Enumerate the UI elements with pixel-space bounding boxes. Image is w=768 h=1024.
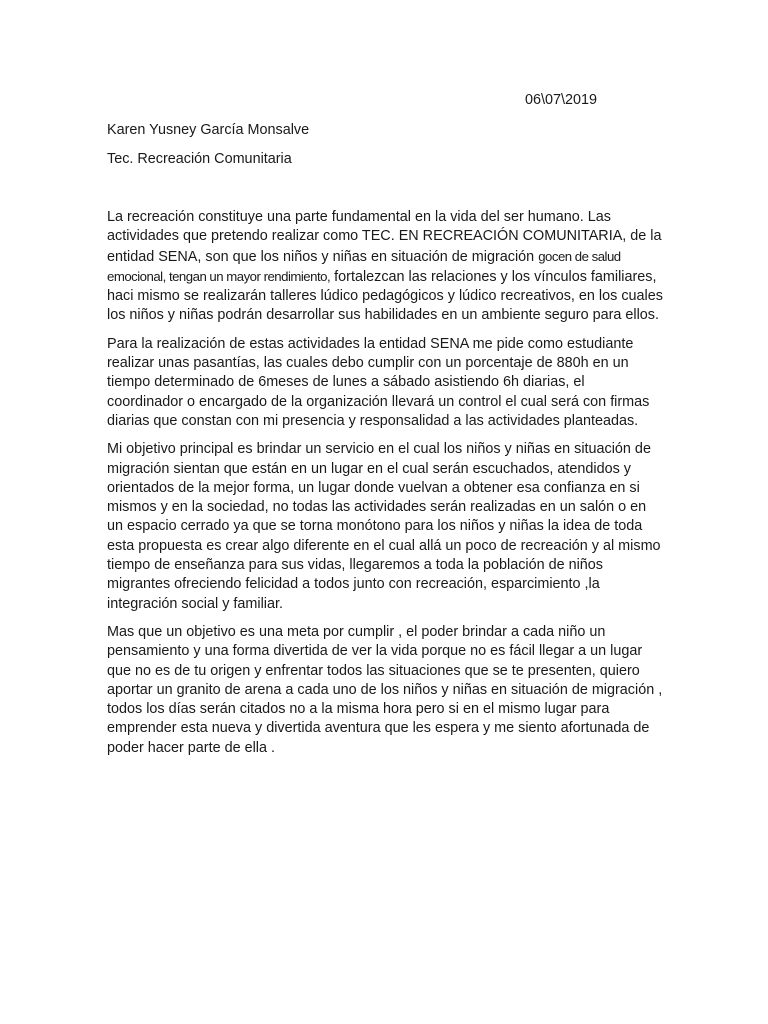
- paragraph-4: Mas que un objetivo es una meta por cumplir , el poder brindar a cada niño un pensamiento y una forma divertida de ver la vida porque no es fácil llegar a un lugar que no es de tu origen y enfrentar todos las situaciones que se te presenten, quiero aportar un granito de arena a cada uno de los niños y niñas en situación de migración , todos los días serán citados no a la misma hora pero si en el mismo lugar para emprender esta nueva y divertida aventura que les espera y me siento afortunada de poder hacer parte de ella .: [107, 623, 663, 756]
- letter-body: [107, 208, 664, 767]
- paragraph-1-part-b: gocen de salud emocional, tengan un mayor rendimiento,: [107, 248, 621, 284]
- paragraph-2: Para la realización de estas actividades la entidad SENA me pide como estudiante realizar unas pasantías, las cuales debo cumplir con un porcentaje de 880h en un tiempo determinado de 6meses de lunes a sábado asistiendo 6h diarias, el coordinador o encargado de la organización llevará un control el cual será con firmas diarias que constan con mi presencia y responsalidad a las actividades planteadas.: [107, 335, 650, 429]
- paragraph-1: [107, 208, 664, 326]
- letter-date: 06\07\2019: [525, 92, 598, 108]
- paragraph-1-part-a: La recreación constituye una parte fundamental en la vida del ser humano. Las actividades que pretendo realizar como TEC. EN RECREACIÓN COMUNITARIA, de la entidad SENA, son que los niños y niñas en situación de migración: [107, 209, 662, 265]
- program-title: Tec. Recreación Comunitaria: [107, 151, 292, 167]
- paragraph-1-part-c: fortalezcan las relaciones y los vínculos familiares, haci mismo se realizarán talleres lúdico pedagógicos y lúdico recreativos, en los cuales los niños y niñas podrán desarrollar sus habilidades en un ambiente seguro para ellos.: [107, 268, 663, 324]
- author-name: Karen Yusney García Monsalve: [107, 122, 310, 138]
- paragraph-3: Mi objetivo principal es brindar un servicio en el cual los niños y niñas en situación de migración sientan que están en un lugar en el cual serán escuchados, atendidos y orientados de la mejor forma, un lugar donde vuelvan a obtener esa confianza en si mismos y en la sociedad, no todas las actividades serán realizadas en un salón o en un espacio cerrado ya que se torna monótono para los niños y niñas la idea de toda esta propuesta es crear algo diferente en el cual allá un poco de recreación y al mismo tiempo de enseñanza para sus vidas, llegaremos a toda la población de niños migrantes ofreciendo felicidad a todos junto con recreación, esparcimiento ,la integración social y familiar.: [107, 441, 661, 612]
